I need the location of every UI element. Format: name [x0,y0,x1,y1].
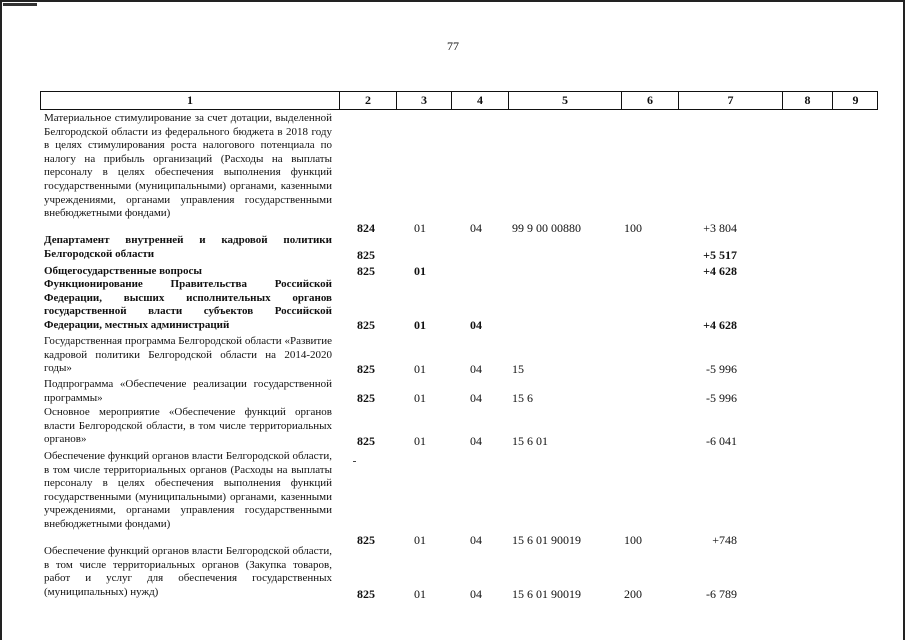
row-code-2: 825 [357,264,375,278]
row-code-3: 01 [414,391,426,405]
row-code-2: 825 [357,533,375,547]
row-code-4: 04 [470,533,482,547]
row-code-4: 04 [470,587,482,601]
row-code-3: 01 [414,434,426,448]
row-description: Материальное стимулирование за счет дотации, выделенной Белгородской области из федерального бюджета в 2018 году в целях стимулирования роста налогового потенциала по налогу на прибыль организаций (Расходы на выплаты персоналу в целях обеспечения выполнения функций государственными (муниципальными) органами, казенными учреждениями, органами управления государственными внебюджетными фондами) [44,112,332,220]
row-code-6: 100 [624,533,642,547]
row-description: Государственная программа Белгородской области «Развитие кадровой политики Белгородской области на 2014-2020 годы» [44,335,332,375]
row-code-4: 04 [470,221,482,235]
row-code-4: 04 [470,362,482,376]
table-header-row [40,91,878,110]
row-code-5: 15 [512,362,524,376]
header-col-5: 5 [508,92,621,109]
row-description: Функционирование Правительства Российской Федерации, высших исполнительных органов государственной власти субъектов Российской Федерации, местных администраций [44,278,332,331]
row-description: Подпрограмма «Обеспечение реализации государственной программы» [44,378,332,404]
row-code-5: 15 6 01 90019 [512,587,581,601]
row-description: Обеспечение функций органов власти Белгородской области, в том числе территориальных органов (Закупка товаров, работ и услуг для обеспечения государственных (муниципальных) нужд) [44,545,332,598]
row-description: Департамент внутренней и кадровой политики Белгородской области [44,234,332,260]
header-col-9: 9 [832,92,878,109]
row-code-3: 01 [414,533,426,547]
row-code-5: 15 6 [512,391,533,405]
row-code-4: 04 [470,318,482,332]
row-code-5: 99 9 00 00880 [512,221,581,235]
row-code-2: 825 [357,362,375,376]
header-col-6: 6 [621,92,678,109]
scan-edge-left [0,0,2,640]
row-amount: +5 517 [703,248,737,262]
row-amount: -6 041 [706,434,737,448]
row-code-3: 01 [414,221,426,235]
header-col-4: 4 [451,92,508,109]
row-description: Обеспечение функций органов власти Белгородской области, в том числе территориальных органов (Расходы на выплаты персоналу в целях обеспечения выполнения функций государственными (муниципальными) органами, казенными учреждениями, органами управления государственными внебюджетными фондами) [44,450,332,530]
header-col-1: 1 [187,93,193,107]
scan-corner-mark [3,3,37,6]
row-amount: -5 996 [706,391,737,405]
scan-speck [353,461,356,462]
row-code-4: 04 [470,434,482,448]
row-code-2: 825 [357,587,375,601]
row-amount: +3 804 [703,221,737,235]
header-col-2: 2 [339,92,396,109]
scan-edge-top [0,0,905,2]
row-code-3: 01 [414,318,426,332]
row-amount: -5 996 [706,362,737,376]
row-code-6: 100 [624,221,642,235]
row-code-5: 15 6 01 90019 [512,533,581,547]
row-amount: -6 789 [706,587,737,601]
row-code-2: 825 [357,391,375,405]
row-description: Общегосударственные вопросы [44,265,202,277]
row-code-3: 01 [414,264,426,278]
row-code-2: 825 [357,318,375,332]
row-code-3: 01 [414,587,426,601]
row-amount: +748 [712,533,737,547]
header-col-7: 7 [678,92,782,109]
row-code-4: 04 [470,391,482,405]
row-amount: +4 628 [703,318,737,332]
row-code-2: 824 [357,221,375,235]
row-code-5: 15 6 01 [512,434,548,448]
row-code-2: 825 [357,248,375,262]
row-code-6: 200 [624,587,642,601]
row-code-2: 825 [357,434,375,448]
row-amount: +4 628 [703,264,737,278]
row-description: Основное мероприятие «Обеспечение функций органов власти Белгородской области, в том числе территориальных органов» [44,406,332,446]
header-col-8: 8 [782,92,832,109]
page-number: 77 [447,39,459,53]
header-col-3: 3 [396,92,451,109]
row-code-3: 01 [414,362,426,376]
